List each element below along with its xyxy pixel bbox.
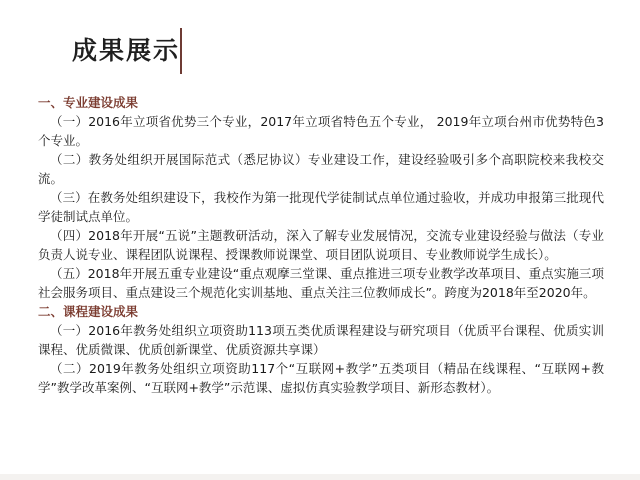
title-divider (180, 28, 182, 74)
paragraph: （三）在教务处组织建设下，我校作为第一批现代学徒制试点单位通过验收，并成功申报第三批现代学徒制试点单位。 (38, 190, 604, 224)
section-course-construction (38, 302, 604, 397)
paragraph: （四）2018年开展“五说”主题教研活动，深入了解专业发展情况，交流专业建设经验与做法（专业负责人说专业、课程团队说课程、授课教师说课堂、项目团队说项目、专业教师说学生成长）。 (38, 228, 604, 262)
section-heading: 二、课程建设成果 (38, 304, 139, 319)
section-professional-construction (38, 93, 604, 302)
page-title: 成果展示 (72, 36, 181, 65)
section-heading: 一、专业建设成果 (38, 95, 139, 110)
main-content (38, 93, 604, 397)
paragraph: （五）2018年开展五重专业建设“重点观摩三堂课、重点推进三项专业教学改革项目、重点实施三项社会服务项目、重点建设三个规范化实训基地、重点关注三位教师成长”。跨度为2018年至2020年。 (38, 266, 604, 300)
paragraph: （二）教务处组织开展国际范式（悉尼协议）专业建设工作，建设经验吸引多个高职院校来我校交流。 (38, 152, 604, 186)
paragraph: （一）2016年立项省优势三个专业，2017年立项省特色五个专业， 2019年立项台州市优势特色3个专业。 (38, 114, 604, 148)
bottom-band (0, 474, 640, 480)
paragraph: （一）2016年教务处组织立项资助113项五类优质课程建设与研究项目（优质平台课程、优质实训课程、优质微课、优质创新课堂、优质资源共享课） (38, 323, 604, 357)
paragraph: （二）2019年教务处组织立项资助117个“互联网+教学”五类项目（精品在线课程、“互联网+教学”教学改革案例、“互联网+教学”示范课、虚拟仿真实验教学项目、新形态教材）。 (38, 361, 604, 395)
